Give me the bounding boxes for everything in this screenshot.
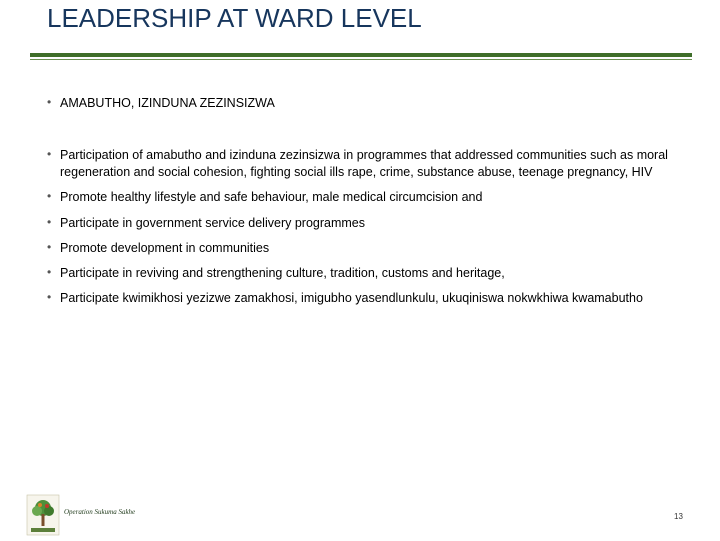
bullet-dot-icon: • bbox=[47, 189, 52, 203]
bullet-dot-icon: • bbox=[47, 240, 52, 254]
bullet-text: Promote healthy lifestyle and safe behaviour, male medical circumcision and bbox=[60, 190, 483, 204]
bullet-text: Participate in government service delivery programmes bbox=[60, 216, 365, 230]
bullet-dot-icon: • bbox=[47, 147, 52, 161]
bullet-text: Promote development in communities bbox=[60, 241, 270, 255]
bullet-item bbox=[47, 189, 697, 206]
page-number: 13 bbox=[674, 512, 683, 521]
bullet-item bbox=[47, 95, 697, 112]
bullet-item bbox=[47, 265, 697, 282]
title-divider-thick bbox=[30, 53, 692, 57]
bullet-text: Participate in reviving and strengthening culture, tradition, customs and heritage, bbox=[60, 266, 505, 280]
slide-title: LEADERSHIP AT WARD LEVEL bbox=[47, 3, 422, 33]
footer-org-text: Operation Sukuma Sakhe bbox=[64, 508, 136, 516]
bullet-dot-icon: • bbox=[47, 290, 52, 304]
bullet-item bbox=[47, 290, 697, 307]
bullet-dot-icon: • bbox=[47, 95, 52, 109]
tree-logo-icon bbox=[26, 494, 60, 536]
bullet-dot-icon: • bbox=[47, 215, 52, 229]
bullet-text: AMABUTHO, IZINDUNA ZEZINSIZWA bbox=[60, 96, 275, 110]
bullet-text: Participation of amabutho and izinduna zezinsizwa in programmes that addressed communities such as moral regeneration and social cohesion, fighting social ills rape, crime, substance abuse, teenage pregnancy, HIV bbox=[60, 148, 668, 179]
bullet-list bbox=[47, 95, 697, 307]
bullet-item bbox=[47, 147, 697, 181]
bullet-item bbox=[47, 215, 697, 232]
bullet-text: Participate kwimikhosi yezizwe zamakhosi, imigubho yasendlunkulu, ukuqiniswa nokwkhiwa kwamabutho bbox=[60, 291, 643, 305]
title-divider-thin bbox=[30, 59, 692, 60]
bullet-item bbox=[47, 240, 697, 257]
bullet-dot-icon: • bbox=[47, 265, 52, 279]
